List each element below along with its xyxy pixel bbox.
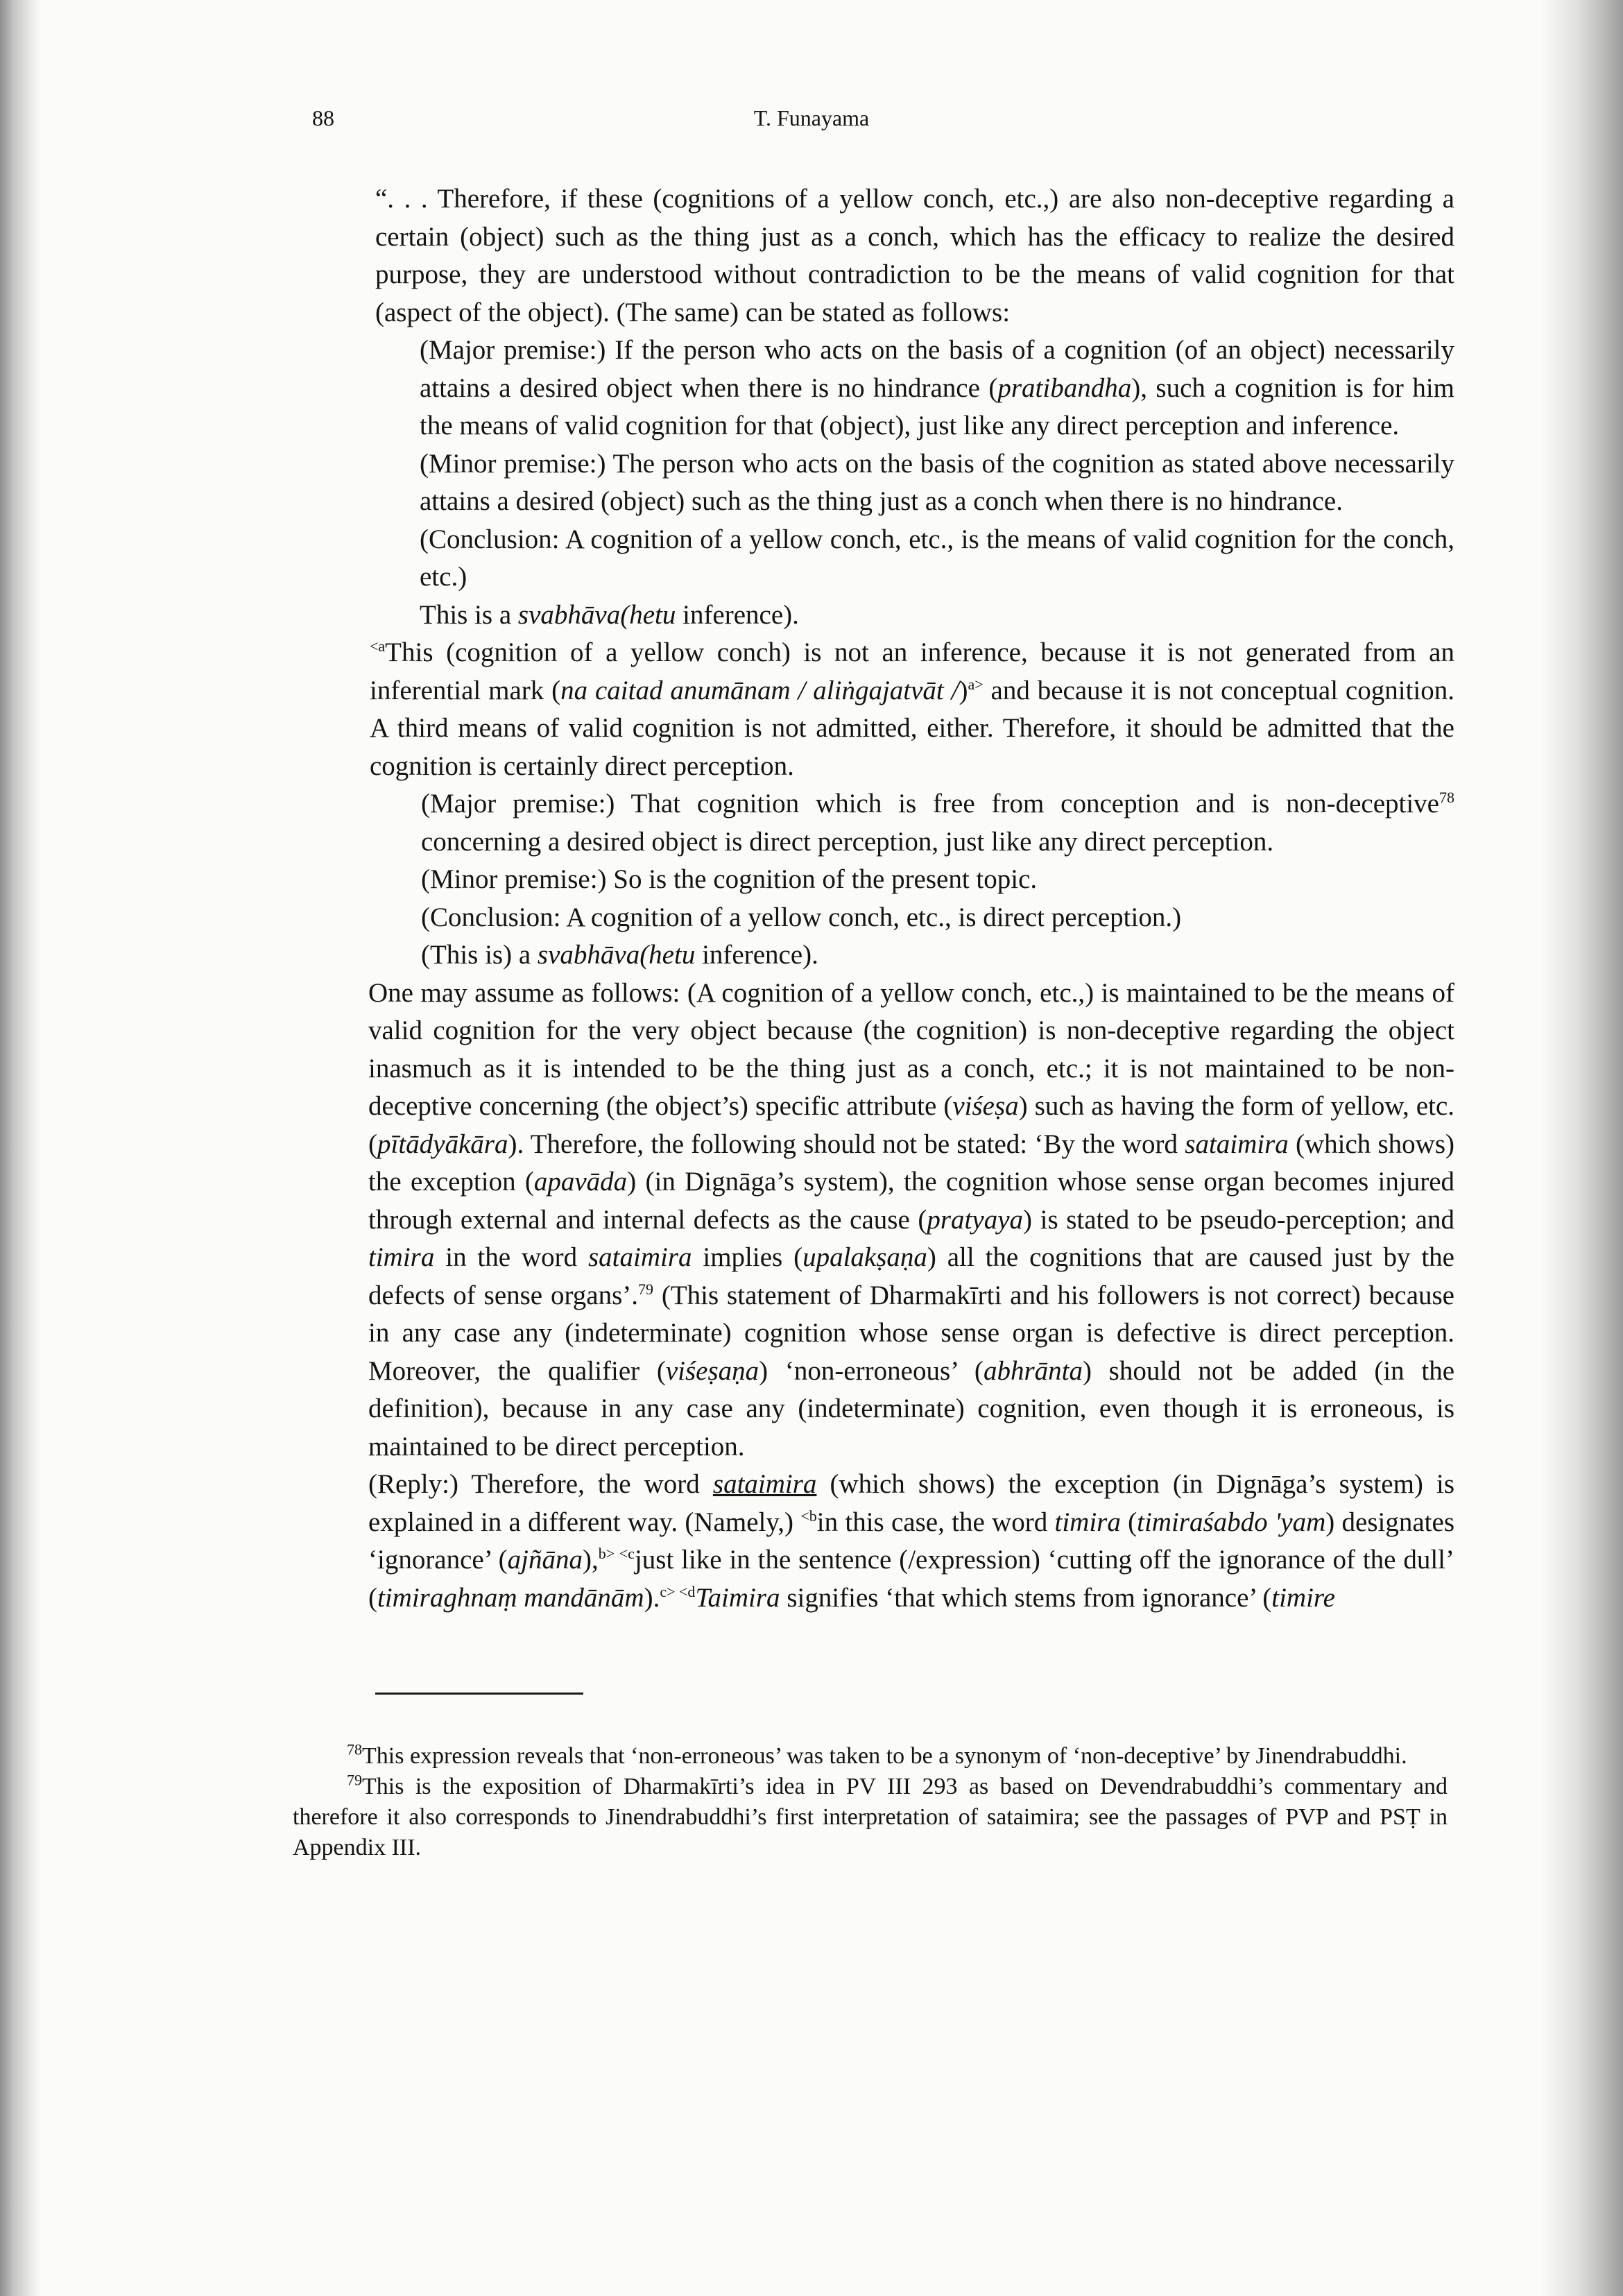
conclusion-a: (Conclusion: A cognition of a yellow conch, etc., is the means of valid cognition for the conch, etc.): [420, 524, 1454, 592]
scan-shadow-left: [0, 0, 40, 2296]
minor-premise-b: (Minor premise:) So is the cognition of the present topic.: [421, 864, 1038, 894]
footnote-ref-79: 79: [638, 1280, 653, 1298]
scan-shadow-right: [1540, 0, 1623, 2296]
running-head: T. Funayama: [753, 105, 870, 130]
syllogism-b: [375, 785, 1454, 975]
footnote-ref-78: 78: [1439, 789, 1454, 806]
conclusion-b: (Conclusion: A cognition of a yellow conch, etc., is direct perception.): [421, 902, 1182, 932]
paragraph-a-lead: “. . . Therefore, if these (cognitions of a yellow conch, etc.,) are also non-deceptive regarding a certain (object) such as the thing just as a conch, which has the efficacy to realize the desired purpose, they are understood without contradiction to be the means of valid cognition for that (aspect of the object). (The same) can be stated as follows:: [375, 184, 1454, 327]
body-text: [368, 180, 1455, 1617]
footnote-79: $^{79}$This is the exposition of Dharmakīrti’s idea in PV III 293 as based on Devendrabuddhi’s commentary and therefore it also corresponds to Jinendrabuddhi’s first interpretation of sataimira; see the passages of PVP and PSṬ in Appendix III.: [293, 1771, 1448, 1860]
paragraph-c: One may assume as follows: (A cognition of a yellow conch, etc.,) is maintained to be the means of valid cognition for the very object because (the cognition) is non-deceptive regarding the object inasmuch as it is intended to be the thing just as a conch, etc.; it is not maintained to be non-deceptive concerning (the object’s) specific attribute (viśeṣa) such as having the form of yellow, etc. (pītādyākāra). Therefore, the following should not be stated: ‘By the word sataimira (which shows) the exception (apavāda) (in Dignāga’s system), the cognition whose sense organ becomes injured through external and internal defects as the cause (pratyaya) is stated to be pseudo-perception; and timira in the word sataimira implies (upalakṣaṇa) all the cognitions that are caused just by the defects of sense organs’.$^{79}$ (This statement of Dharmakīrti and his followers is not correct) because in any case any (indeterminate) cognition whose sense organ is defective is direct perception. Moreover, the qualifier (viśeṣaṇa) ‘non-erroneous’ (abhrānta) should not be added (in the definition), because in any case any (indeterminate) cognition, even though it is erroneous, is maintained to be direct perception.: [368, 977, 1455, 1462]
minor-premise-a: (Minor premise:) The person who acts on the basis of the cognition as stated above necessarily attains a desired (object) such as the thing just as a conch when there is no hindrance.: [420, 448, 1454, 516]
footnotes: [293, 1741, 1448, 1863]
footnote-rule: [375, 1693, 583, 1695]
paragraph-b: $^{<a}$This (cognition of a yellow conch) is not an inference, because it is not generated from an inferential mark (na caitad anumānam / aliṅgajatvāt /)$^{a>}$ and because it is not conceptual cognition. A third means of valid cognition is not admitted, either. Therefore, it should be admitted that the cognition is certainly direct perception.: [370, 637, 1454, 781]
major-premise-b: (Major premise:) That cognition which is free from conception and is non-deceptive$^{78}$ concerning a desired object is direct perception, just like any direct perception.: [421, 789, 1454, 857]
footnote-78: $^{78}$This expression reveals that ‘non-erroneous’ was taken to be a synonym of ‘non-deceptive’ by Jinendrabuddhi.: [347, 1740, 1407, 1769]
major-premise-a: (Major premise:) If the person who acts on the basis of a cognition (of an object) necessarily attains a desired object when there is no hindrance (pratibandha), such a cognition is for him the means of valid cognition for that (object), just like any direct perception and inference.: [420, 335, 1454, 440]
closing-b: (This is) a svabhāva(hetu inference).: [421, 940, 818, 970]
page-number: 88: [312, 105, 334, 130]
syllogism-a: [375, 332, 1454, 634]
closing-a: This is a svabhāva(hetu inference).: [420, 599, 799, 630]
paragraph-d: (Reply:) Therefore, the word sataimira (which shows) the exception (in Dignāga’s system) is explained in a different way. (Namely,) $^{<b}$in this case, the word timira (timiraśabdo 'yam) designates ‘ignorance’ (ajñāna),$^{b> <c}$just like in the sentence (/expression) ‘cutting off the ignorance of the dull’ (timiraghnaṃ mandānām).$^{c> <d}$Taimira signifies ‘that which stems from ignorance’ (timire: [368, 1469, 1454, 1613]
